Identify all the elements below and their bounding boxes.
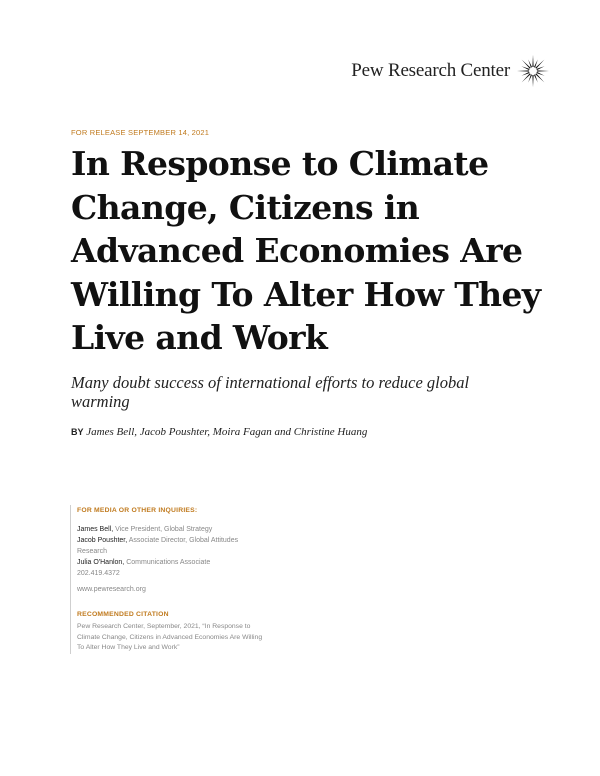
logo-text: Pew Research Center (351, 60, 510, 81)
release-date: FOR RELEASE SEPTEMBER 14, 2021 (71, 128, 210, 137)
citation-heading: RECOMMENDED CITATION (77, 611, 169, 618)
contact-phone: 202.419.4372 (77, 570, 120, 577)
citation-text: Pew Research Center, September, 2021, “In Response to Climate Change, Citizens in Advanced Economies Are Willing To Alter How They Live and Work” (77, 623, 263, 651)
report-subtitle: Many doubt success of international efforts to reduce global warming (71, 373, 470, 411)
byline (71, 426, 367, 438)
contact-role: Associate Director, Global Attitudes Research (77, 537, 239, 555)
contact-role: Communications Associate (126, 559, 211, 566)
contact-person (77, 535, 267, 557)
contact-heading: FOR MEDIA OR OTHER INQUIRIES: (77, 507, 198, 514)
pew-logo (351, 54, 550, 88)
contact-role: Vice President, Global Strategy (115, 526, 213, 533)
sunburst-icon (516, 54, 550, 88)
contact-name: Jacob Poushter, (77, 537, 128, 544)
website-link[interactable]: www.pewresearch.org (77, 586, 146, 593)
contact-person (77, 557, 267, 568)
byline-prefix: BY (71, 427, 84, 437)
contact-person (77, 524, 267, 535)
contact-box (70, 505, 267, 654)
contact-name: James Bell, (77, 526, 114, 533)
byline-authors: James Bell, Jacob Poushter, Moira Fagan and Christine Huang (86, 426, 368, 438)
report-title: In Response to Climate Change, Citizens in Advanced Economies Are Willing To Alter How They Live and Work (71, 144, 541, 357)
contact-name: Julia O'Hanlon, (77, 559, 125, 566)
